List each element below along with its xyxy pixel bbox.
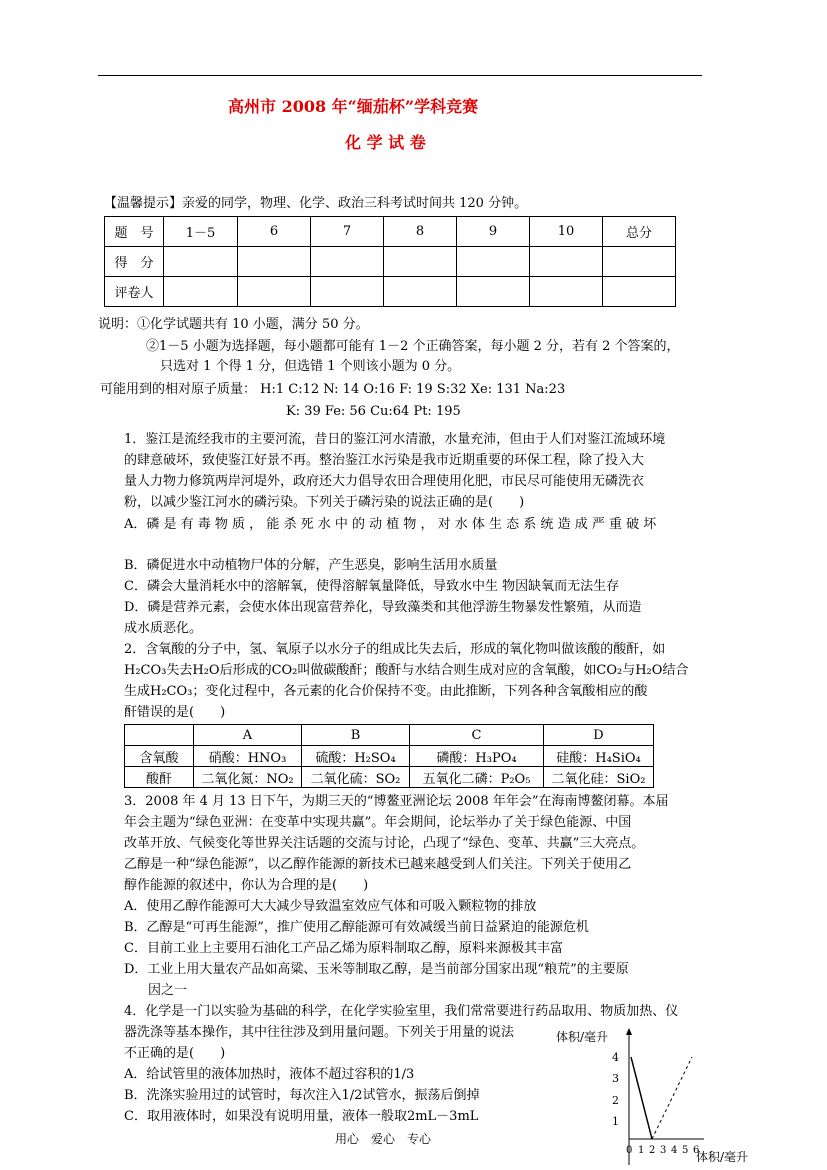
score-cell xyxy=(530,277,603,307)
acid-table-header-row xyxy=(125,725,654,746)
score-cell xyxy=(384,247,457,277)
q3-line: 醇作能源的叙述中，你认为合理的是( ) xyxy=(124,878,369,893)
acid-row-anhydride xyxy=(125,767,654,788)
note-2b: 只选对 1 个得 1 分，但选错 1 个则该小题为 0 分。 xyxy=(160,359,461,374)
q3-option-d: D．工业上用大量农产品如高粱、玉米等制取乙醇，是当前部分国家出现“粮荒”的主要原 xyxy=(124,962,629,977)
graph-ylabel: 体积/毫升 xyxy=(556,1030,609,1044)
q2-line: H₂CO₃失去H₂O后形成的CO₂叫做碳酸酐；酸酐与水结合则生成对应的含氧酸，如CO₂与H₂O结合 xyxy=(124,663,689,678)
acid-cell: 硅酸：H₄SiO₄ xyxy=(544,746,654,767)
score-row-defen xyxy=(105,247,676,277)
score-cell xyxy=(457,247,530,277)
score-cell xyxy=(238,277,311,307)
score-cell xyxy=(164,277,238,307)
graph-xtick: 6 xyxy=(693,1145,700,1156)
page-title: 高州市 2008 年“缅茄杯”学科竞赛 xyxy=(228,97,479,116)
acid-cell: 二氧化硅：SiO₂ xyxy=(544,767,654,788)
q4-option-a: A．给试管里的液体加热时，液体不超过容积的1/3 xyxy=(124,1067,415,1082)
graph-solid-line xyxy=(631,1057,652,1139)
acid-cell: 硫酸：H₂SO₄ xyxy=(302,746,410,767)
q1-option-d: D．磷是营养元素，会使水体出现富营养化，导致藻类和其他浮游生物暴发性繁殖，从而造 xyxy=(124,600,642,615)
volume-graph-svg xyxy=(552,1025,792,1165)
acid-header-cell: B xyxy=(302,725,410,746)
score-header-cell: 10 xyxy=(530,217,603,247)
graph-xtick: 0 xyxy=(626,1145,633,1156)
q1-line: 的肆意破坏，致使鉴江好景不再。整治鉴江水污染是我市近期重要的环保工程，除了投入大 xyxy=(124,453,645,468)
graph-dashed-line xyxy=(652,1057,692,1139)
note-2a: ②1－5 小题为选择题，每小题都可能有 1－2 个正确答案，每小题 2 分，若有 2 个答案的， xyxy=(146,339,680,354)
score-cell xyxy=(164,247,238,277)
graph-y-arrow xyxy=(626,1028,632,1035)
q4-option-b: B．洗涤实验用过的试管时，每次注入1/2试管水，振荡后倒掉 xyxy=(124,1088,480,1103)
graph-ytick: 4 xyxy=(612,1051,619,1064)
q1-option-c: C．磷会大量消耗水中的溶解氧，使得溶解氧量降低，导致水中生 物因缺氧而无法生存 xyxy=(124,579,620,594)
q3-option-c: C．目前工业上主要用石油化工产品乙烯为原料制取乙醇，原料来源极其丰富 xyxy=(124,941,563,956)
note-1: 说明：①化学试题共有 10 小题，满分 50 分。 xyxy=(98,317,369,332)
q4-line: 4．化学是一门以实验为基础的科学，在化学实验室里，我们常常要进行药品取用、物质加热、仪 xyxy=(124,1004,679,1019)
q1-option-d-cont: 成水质恶化。 xyxy=(124,621,203,636)
q1-option-a: A．磷 是 有 毒 物 质 ， 能 杀 死 水 中 的 动 植 物 ， 对 水 体 生 态 系 统 造 成 严 重 破 坏 xyxy=(124,517,657,532)
tip-text: 【温馨提示】亲爱的同学，物理、化学、政治三科考试时间共 120 分钟。 xyxy=(104,196,528,211)
q3-line: 改革开放、气候变化等世界关注话题的交流与讨论，凸现了“绿色、变革、共赢”三大亮点。 xyxy=(124,836,645,851)
graph-xlabel: 体积/毫升 xyxy=(696,1150,749,1164)
graph-xtick: 3 xyxy=(660,1145,667,1156)
page-footer: 用心 爱心 专心 xyxy=(335,1132,432,1146)
q1-line: 粉，以减少鉴江河水的磷污染。下列关于磷污染的说法正确的是( ) xyxy=(124,495,525,510)
q2-line: 2．含氧酸的分子中，氢、氧原子以水分子的组成比失去后，形成的氧化物叫做该酸的酸酐，如 xyxy=(124,642,666,657)
acid-cell: 二氧化氮：NO₂ xyxy=(194,767,302,788)
top-rule xyxy=(98,75,702,76)
graph-xtick: 1 xyxy=(638,1145,645,1156)
acid-cell: 硝酸：HNO₃ xyxy=(194,746,302,767)
score-header-cell: 9 xyxy=(457,217,530,247)
atomic-mass-line-2: K: 39 Fe: 56 Cu:64 Pt: 195 xyxy=(286,404,461,419)
q3-line: 年会主题为“绿色亚洲：在变革中实现共赢”。年会期间，论坛举办了关于绿色能源、中国 xyxy=(124,815,632,830)
q3-option-d-cont: 因之一 xyxy=(148,983,188,998)
score-cell xyxy=(457,277,530,307)
q2-line: 酐错误的是( ) xyxy=(124,705,226,720)
acid-header-cell xyxy=(125,725,194,746)
graph-xtick: 2 xyxy=(649,1145,656,1156)
acid-cell: 五氧化二磷：P₂O₅ xyxy=(410,767,544,788)
score-header-cell: 7 xyxy=(311,217,384,247)
q1-line: 量人力物力修筑两岸河堤外，政府还大力倡导农田合理使用化肥，市民尽可能使用无磷洗衣 xyxy=(124,474,645,489)
volume-graph xyxy=(552,1025,792,1165)
acid-row-oxyacid xyxy=(125,746,654,767)
q3-option-a: A．使用乙醇作能源可大大减少导致温室效应气体和可吸入颗粒物的排放 xyxy=(124,899,537,914)
score-table xyxy=(104,216,676,307)
score-row-label: 得 分 xyxy=(105,247,164,277)
score-cell xyxy=(311,247,384,277)
score-cell xyxy=(384,277,457,307)
q1-line: 1．鉴江是流经我市的主要河流，昔日的鉴江河水清澈，水量充沛，但由于人们对鉴江流域环境 xyxy=(124,432,666,447)
score-cell xyxy=(603,247,676,277)
q2-line: 生成H₂CO₃；变化过程中，各元素的化合价保持不变。由此推断，下列各种含氧酸相应的酸 xyxy=(124,684,648,699)
graph-ytick: 1 xyxy=(612,1115,619,1128)
page-subtitle: 化 学 试 卷 xyxy=(345,133,426,152)
acid-header-cell: A xyxy=(194,725,302,746)
score-header-cell: 8 xyxy=(384,217,457,247)
acid-header-cell: D xyxy=(544,725,654,746)
acid-cell: 含氧酸 xyxy=(125,746,194,767)
graph-xtick: 5 xyxy=(682,1145,689,1156)
graph-ytick: 3 xyxy=(612,1072,619,1085)
score-cell xyxy=(311,277,384,307)
score-header-cell: 总分 xyxy=(603,217,676,247)
score-table-header-row xyxy=(105,217,676,247)
score-cell xyxy=(603,277,676,307)
atomic-mass-line-1: 可能用到的相对原子质量： H:1 C:12 N: 14 O:16 F: 19 S:32 Xe: 131 Na:23 xyxy=(100,382,566,397)
q3-option-b: B．乙醇是“可再生能源”，推广使用乙醇能源可有效减缓当前日益紧迫的能源危机 xyxy=(124,920,589,935)
score-header-cell: 1－5 xyxy=(164,217,238,247)
score-header-cell: 6 xyxy=(238,217,311,247)
graph-ytick: 2 xyxy=(612,1094,619,1107)
score-cell xyxy=(530,247,603,277)
acid-header-cell: C xyxy=(410,725,544,746)
q4-line: 器洗涤等基本操作，其中往往涉及到用量问题。下列关于用量的说法 xyxy=(124,1025,515,1040)
acid-table xyxy=(124,724,654,788)
score-row-pingjuanren xyxy=(105,277,676,307)
q3-line: 3．2008 年 4 月 13 日下午，为期三天的“博鳌亚洲论坛 2008 年年会”在海南博鳌闭幕。本届 xyxy=(124,794,669,809)
q4-option-c: C．取用液体时，如果没有说明用量，液体一般取2mL－3mL xyxy=(124,1109,479,1124)
q3-line: 乙醇是一种“绿色能源”，以乙醇作能源的新技术已越来越受到人们关注。下列关于使用乙 xyxy=(124,857,632,872)
acid-cell: 酸酐 xyxy=(125,767,194,788)
q4-line: 不正确的是( ) xyxy=(124,1046,226,1061)
score-header-cell: 题 号 xyxy=(105,217,164,247)
graph-xtick: 4 xyxy=(671,1145,678,1156)
score-cell xyxy=(238,247,311,277)
acid-cell: 二氧化硫：SO₂ xyxy=(302,767,410,788)
acid-cell: 磷酸：H₃PO₄ xyxy=(410,746,544,767)
q1-option-b: B．磷促进水中动植物尸体的分解，产生恶臭，影响生活用水质量 xyxy=(124,558,498,573)
score-row-label: 评卷人 xyxy=(105,277,164,307)
